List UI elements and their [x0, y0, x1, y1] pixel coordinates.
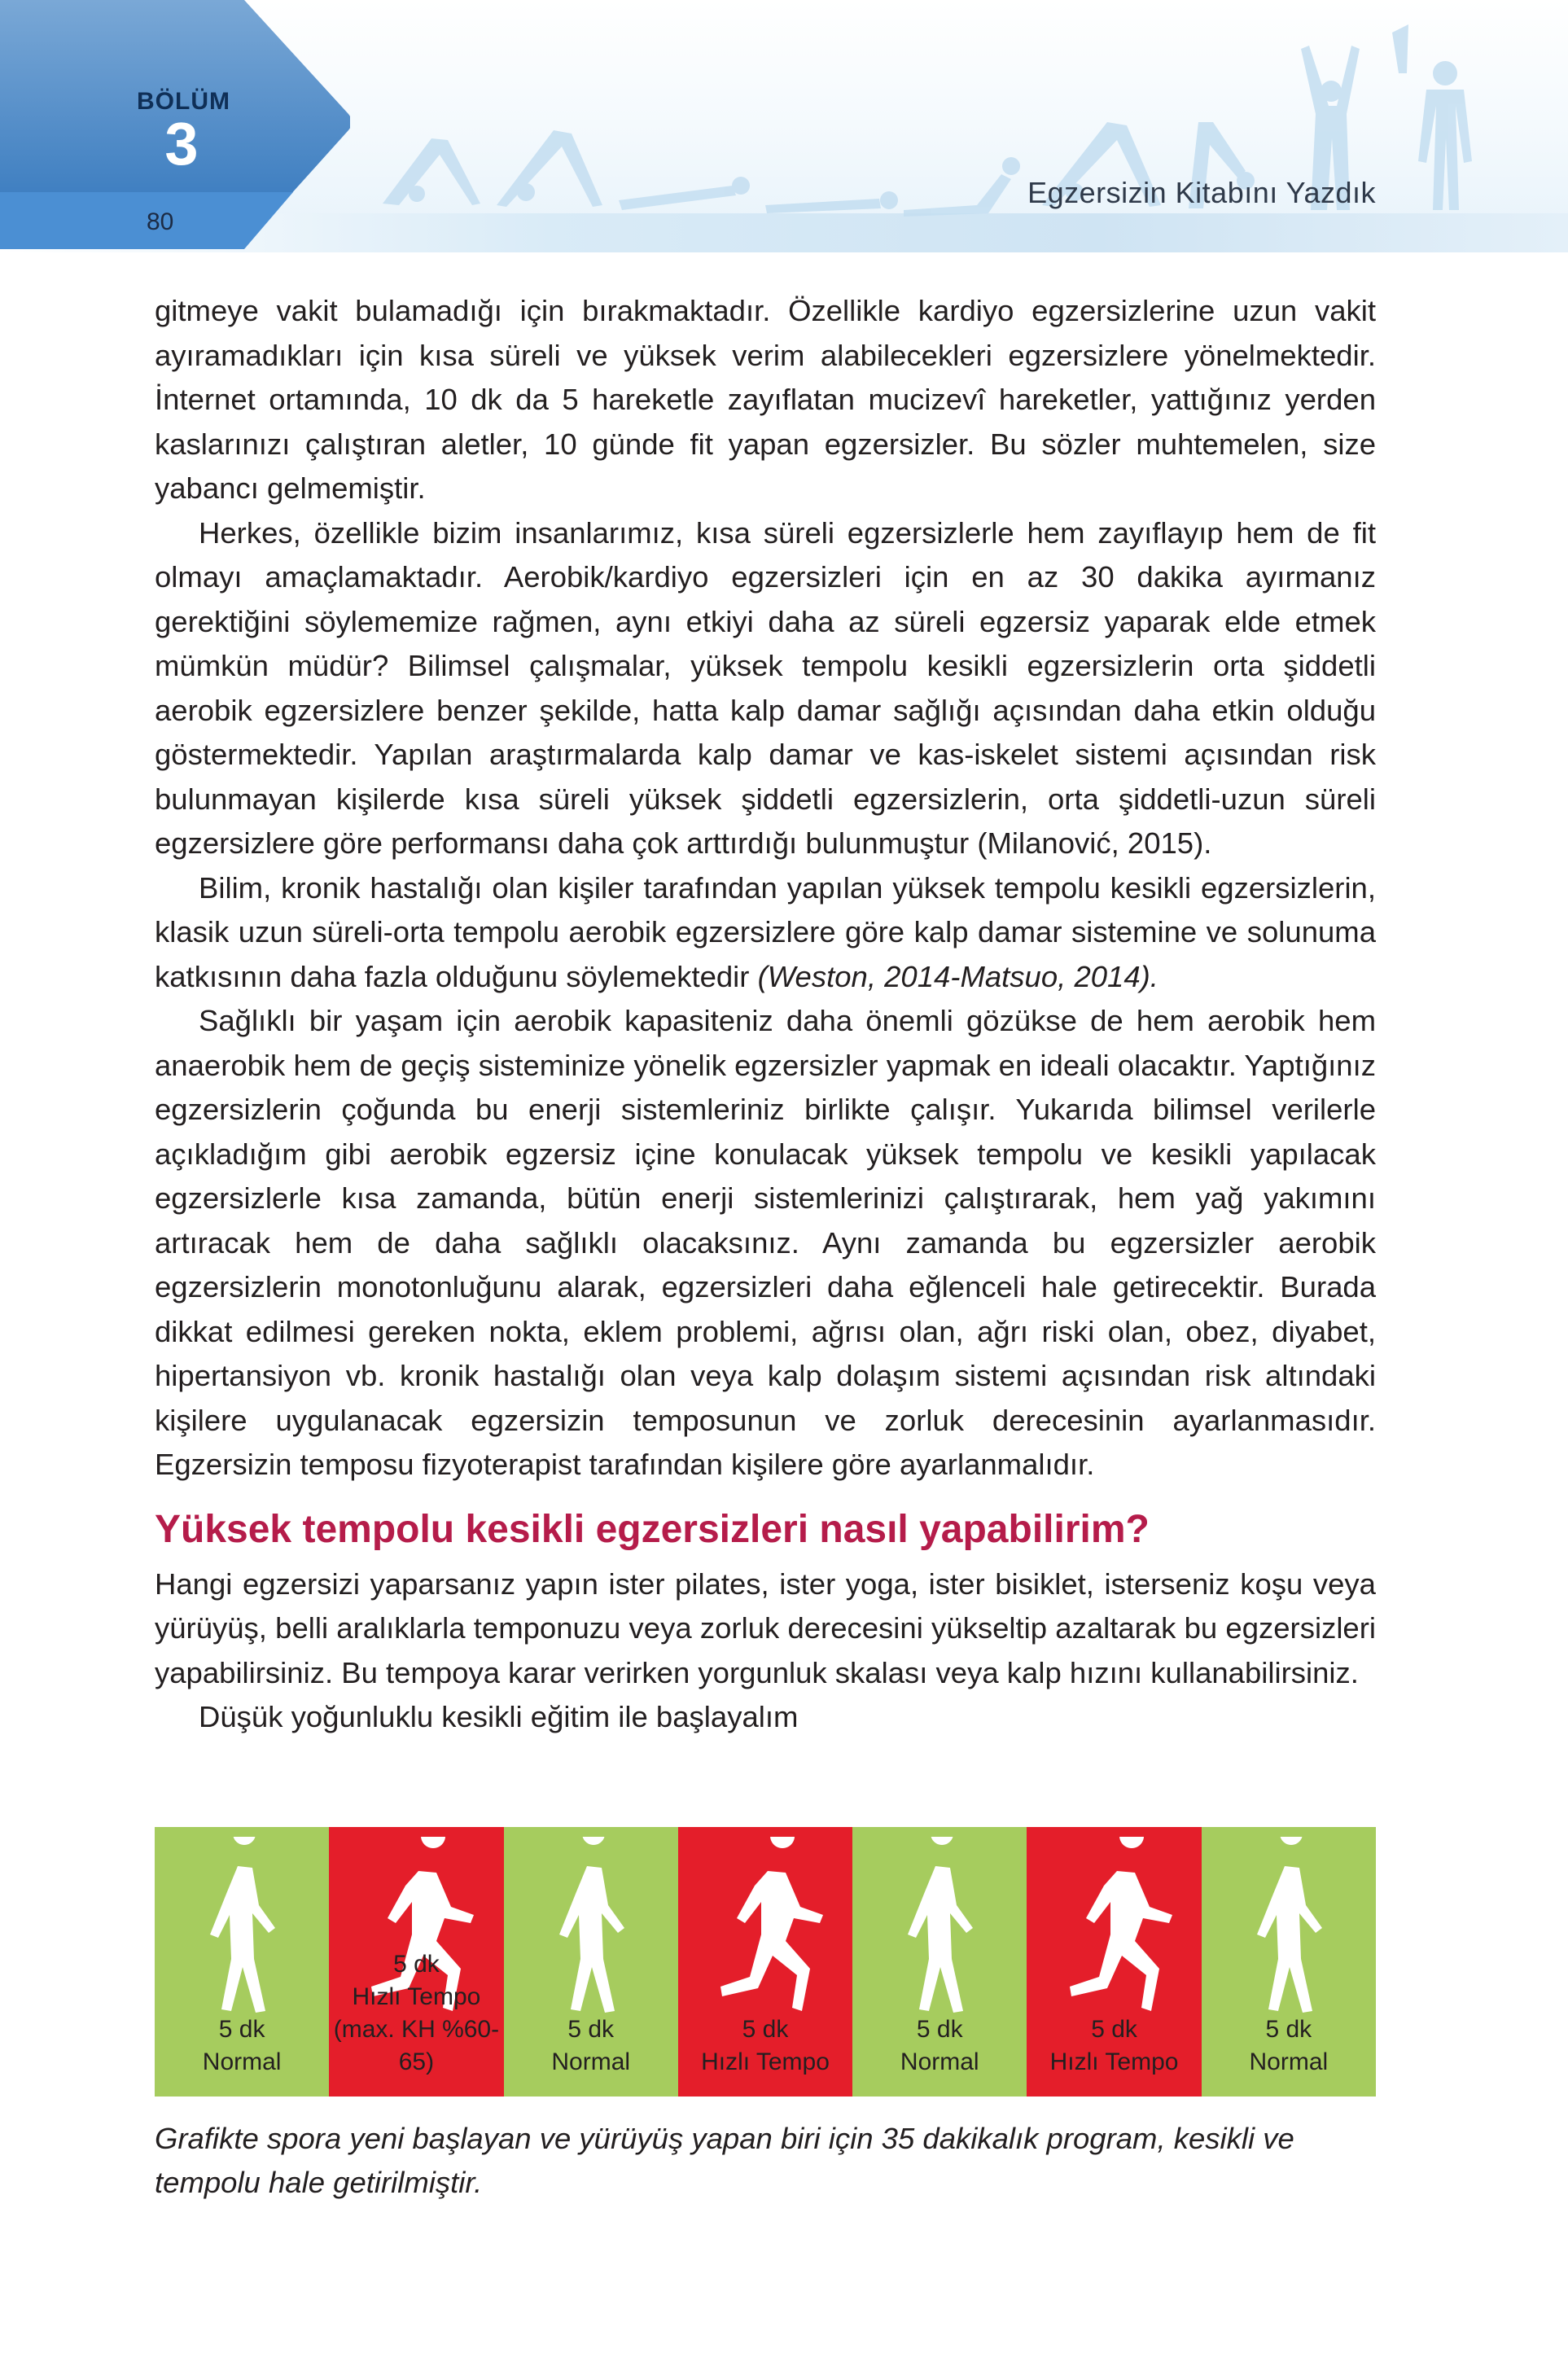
interval-label-line: Normal: [202, 2048, 282, 2075]
interval-label-line: (max. KH %60-65): [333, 2016, 500, 2075]
interval-block-5-normal: [852, 1827, 1027, 2097]
citation: (Weston, 2014-Matsuo, 2014).: [757, 959, 1158, 993]
interval-block-6-fast: [1027, 1827, 1201, 2097]
interval-label-line: Hızlı Tempo: [352, 1983, 481, 2010]
paragraph-short-exercise: Herkes, özellikle bizim insanlarımız, kısa süreli egzersizlerle hem zayıflayıp hem de fit olmayı amaçlamaktadır. Aerobik/kardiyo egzersizleri için en az 30 dakika ayırmanız gerektiğini söylememize rağmen, aynı etkiyi daha az süreli egzersiz yaparak elde etmek mümkün müdür? Bilimsel çalışmalar, yüksek tempolu kesikli egzersizlerin orta şiddetli aerobik egzersizlere benzer şekilde, hatta kalp damar sağlığı açısından daha etkin olduğu göstermektedir. Yapılan araştırmalarda kalp damar ve kas-iskelet sistemi açısından risk bulunmayan kişilerde kısa süreli yüksek şiddetli egzersizlerin, orta şiddetli-uzun süreli egzersizlere göre performansı daha çok arttırdığı bulunmuştur (Milanović, 2015).: [155, 515, 1376, 860]
interval-training-chart: [155, 1827, 1376, 2097]
interval-label-line: Normal: [1249, 2048, 1329, 2075]
interval-label-line: 5 dk: [393, 1951, 440, 1978]
interval-label-line: Hızlı Tempo: [701, 2048, 830, 2075]
walking-figure-icon: [181, 1837, 303, 2024]
figure-caption: Grafikte spora yeni başlayan ve yürüyüş yapan biri için 35 dakikalık program, kesikli ve tempolu hale getirilmiştir.: [155, 2122, 1294, 2199]
interval-label-line: 5 dk: [218, 2016, 265, 2043]
running-title: Egzersizin Kitabını Yazdık: [1027, 176, 1376, 209]
walking-figure-icon: [878, 1837, 1001, 2024]
running-figure-icon: [704, 1837, 826, 2024]
interval-label-line: 5 dk: [916, 2016, 963, 2043]
walking-figure-icon: [530, 1837, 652, 2024]
running-figure-icon: [1053, 1837, 1176, 2024]
exercise-silhouettes-illustration: [309, 0, 1568, 252]
paragraph-lead-in: Düşük yoğunluklu kesikli eğitim ile başlayalım: [199, 1700, 799, 1733]
interval-label-line: 5 dk: [567, 2016, 615, 2043]
page-body: [155, 289, 1376, 1740]
paragraph-text: Bilim, kronik hastalığı olan kişiler tarafından yapılan yüksek tempolu kesikli egzersizlerin, klasik uzun süreli-orta tempolu aerobik egzersizlere göre kalp damar sistemine ve solunuma katkısının daha fazla olduğunu söylemektedir: [155, 870, 1376, 993]
interval-label-line: 5 dk: [1265, 2016, 1312, 2043]
paragraph-chronic-disease: [155, 866, 1376, 1000]
interval-block-label: [155, 2013, 329, 2079]
interval-block-4-fast: [678, 1827, 852, 2097]
interval-label-line: Normal: [551, 2048, 631, 2075]
interval-block-label: [1202, 2013, 1376, 2079]
chapter-number: 3: [164, 110, 199, 177]
interval-label-line: Hızlı Tempo: [1049, 2048, 1179, 2075]
chapter-label: BÖLÜM: [137, 88, 230, 115]
interval-block-1-normal: [155, 1827, 329, 2097]
interval-block-label: [1027, 2013, 1201, 2079]
page-number: 80: [147, 208, 174, 235]
interval-block-label: [678, 2013, 852, 2079]
interval-label-line: 5 dk: [1091, 2016, 1137, 2043]
interval-block-7-normal: [1202, 1827, 1376, 2097]
interval-label-line: 5 dk: [742, 2016, 789, 2043]
page-header: [0, 0, 1568, 252]
interval-block-label: [852, 2013, 1027, 2079]
interval-block-label: [504, 2013, 678, 2079]
interval-block-3-normal: [504, 1827, 678, 2097]
walking-figure-icon: [1228, 1837, 1350, 2024]
paragraph-how-to: Hangi egzersizi yaparsanız yapın ister pilates, ister yoga, ister bisiklet, isterseniz koşu veya yürüyüş, belli aralıklarla temponuzu veya zorluk derecesini yükseltip azaltarak bu egzersizleri yapabilirsiniz. Bu tempoya karar verirken yorgunluk skalası veya kalp hızını kullanabilirsiniz.: [155, 1566, 1376, 1689]
section-title: Yüksek tempolu kesikli egzersizleri nasıl yapabilirim?: [155, 1507, 1150, 1551]
interval-block-2-fast: [329, 1827, 503, 2097]
interval-block-label: [329, 1948, 503, 2079]
paragraph-healthy-life: Sağlıklı bir yaşam için aerobik kapasiteniz daha önemli gözükse de hem aerobik hem anaerobik hem de geçiş sisteminize yönelik egzersizler yapmak en ideali olacaktır. Yaptığınız egzersizlerin çoğunda bu enerji sistemleriniz birlikte çalışır. Yukarıda bilimsel verilerle açıkladığım gibi aerobik egzersiz içine konulacak yüksek tempolu ve kesikli yapılacak egzersizlerle kısa zamanda, bütün enerji sistemlerinizi çalıştırarak, hem yağ yakımını artıracak hem de daha sağlıklı olacaksınız. Aynı zamanda bu egzersizler aerobik egzersizlerin monotonluğunu alarak, egzersizleri daha eğlenceli hale getirecektir. Burada dikkat edilmesi gereken nokta, eklem problemi, ağrısı olan, ağrı riski olan, obez, diyabet, hipertansiyon vb. kronik hastalığı olan veya kalp dolaşım sistemi açısından risk altındaki kişilere uygulanacak egzersizin temposunun ve zorluk derecesinin ayarlanmasıdır. Egzersizin temposu fizyoterapist tarafından kişilere göre ayarlanmalıdır.: [155, 1004, 1376, 1481]
interval-label-line: Normal: [900, 2048, 979, 2075]
paragraph-continuation: gitmeye vakit bulamadığı için bırakmaktadır. Özellikle kardiyo egzersizlerine uzun vakit ayıramadıkları için kısa süreli ve yüksek verim alabilecekleri egzersizlere yönelmektedir. İnternet ortamında, 10 dk da 5 hareketle zayıflatan mucizevî hareketler, yattığınız yerden kaslarınızı çalıştıran aletler, 10 günde fit yapan egzersizler. Bu sözler muhtemelen, size yabancı gelmemiştir.: [155, 294, 1376, 505]
